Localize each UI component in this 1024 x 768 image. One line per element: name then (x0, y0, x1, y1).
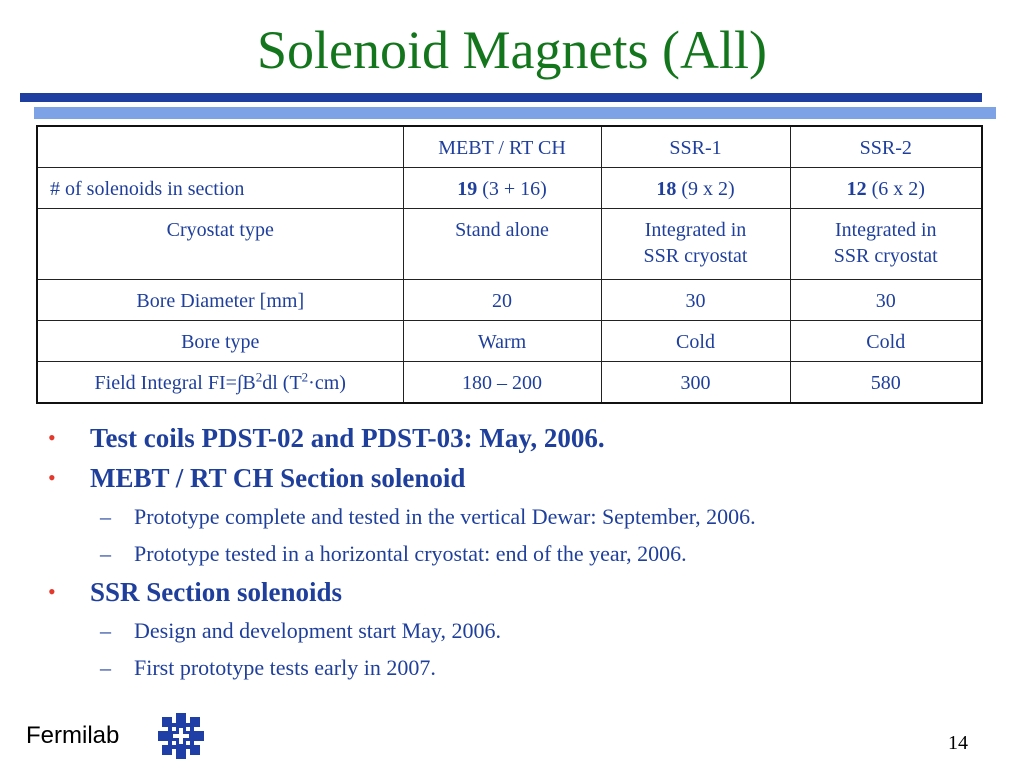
bullet-icon: • (48, 579, 56, 604)
bullet-list (48, 418, 1008, 686)
cell-bold-value: 18 (656, 178, 677, 200)
solenoid-spec-table (36, 125, 983, 404)
table-header-cell: MEBT / RT CH (403, 126, 601, 168)
table-cell: 30 (601, 280, 790, 321)
dash-icon: – (100, 618, 111, 643)
table-cell: 30 (790, 280, 982, 321)
table-cell (790, 209, 982, 280)
table-row (37, 280, 982, 321)
table-cell: Stand alone (403, 209, 601, 280)
row-label: Cryostat type (37, 209, 403, 280)
table-cell (601, 168, 790, 209)
cell-line: Integrated in (834, 219, 937, 241)
cell-line: SSR cryostat (833, 245, 938, 267)
list-item (48, 418, 1008, 458)
footer-label: Fermilab (26, 722, 120, 749)
bullet-icon: • (48, 425, 56, 450)
table-row (37, 321, 982, 362)
table-header-row (37, 126, 982, 168)
sub-bullet-text: Prototype tested in a horizontal cryostat: end of the year, 2006. (134, 541, 687, 566)
sub-bullet-text: Prototype complete and tested in the vertical Dewar: September, 2006. (134, 504, 756, 529)
slide-title: Solenoid Magnets (All) (257, 20, 767, 80)
sub-list-item (48, 649, 1008, 686)
cell-detail: (6 x 2) (866, 178, 925, 200)
table-row (37, 168, 982, 209)
dash-icon: – (100, 655, 111, 680)
label-part: Field Integral FI=∫B (94, 372, 256, 394)
row-label (37, 362, 403, 404)
dash-icon: – (100, 504, 111, 529)
table-header-cell: SSR-2 (790, 126, 982, 168)
table-cell: 180 – 200 (403, 362, 601, 404)
table-cell (601, 209, 790, 280)
dash-icon: – (100, 541, 111, 566)
bullet-icon: • (48, 465, 56, 490)
cell-bold-value: 12 (846, 178, 867, 200)
cell-detail: (3 + 16) (477, 178, 547, 200)
table-cell (790, 168, 982, 209)
row-label: Bore type (37, 321, 403, 362)
label-part: dl (T (262, 372, 302, 394)
label-part: ·cm) (308, 372, 346, 394)
bullet-text: SSR Section solenoids (90, 577, 343, 607)
superscript: 2 (255, 369, 263, 385)
table-cell: 300 (601, 362, 790, 404)
table-row (37, 209, 982, 280)
table-cell: Cold (601, 321, 790, 362)
sub-list-item (48, 612, 1008, 649)
page-number: 14 (948, 732, 968, 754)
table-cell: 20 (403, 280, 601, 321)
table-cell: Warm (403, 321, 601, 362)
table-row (37, 362, 982, 404)
table-header-cell (37, 126, 403, 168)
fermilab-logo-icon (158, 713, 204, 759)
title-underline-dark (20, 93, 982, 102)
list-item (48, 458, 1008, 498)
title-underline-light (34, 107, 996, 119)
cell-line: Integrated in (644, 219, 747, 241)
row-label: Bore Diameter [mm] (37, 280, 403, 321)
sub-bullet-text: First prototype tests early in 2007. (134, 655, 436, 680)
bullet-text: Test coils PDST-02 and PDST-03: May, 2006. (90, 423, 605, 453)
sub-bullet-text: Design and development start May, 2006. (134, 618, 501, 643)
cell-bold-value: 19 (457, 178, 478, 200)
bullet-text: MEBT / RT CH Section solenoid (90, 463, 466, 493)
table-header-cell: SSR-1 (601, 126, 790, 168)
table-cell: 580 (790, 362, 982, 404)
list-item (48, 572, 1008, 612)
superscript: 2 (301, 369, 309, 385)
cell-detail: (9 x 2) (676, 178, 735, 200)
cell-line: SSR cryostat (643, 245, 748, 267)
sub-list-item (48, 535, 1008, 572)
sub-list-item (48, 498, 1008, 535)
table-cell (403, 168, 601, 209)
row-label: # of solenoids in section (37, 168, 403, 209)
table-cell: Cold (790, 321, 982, 362)
